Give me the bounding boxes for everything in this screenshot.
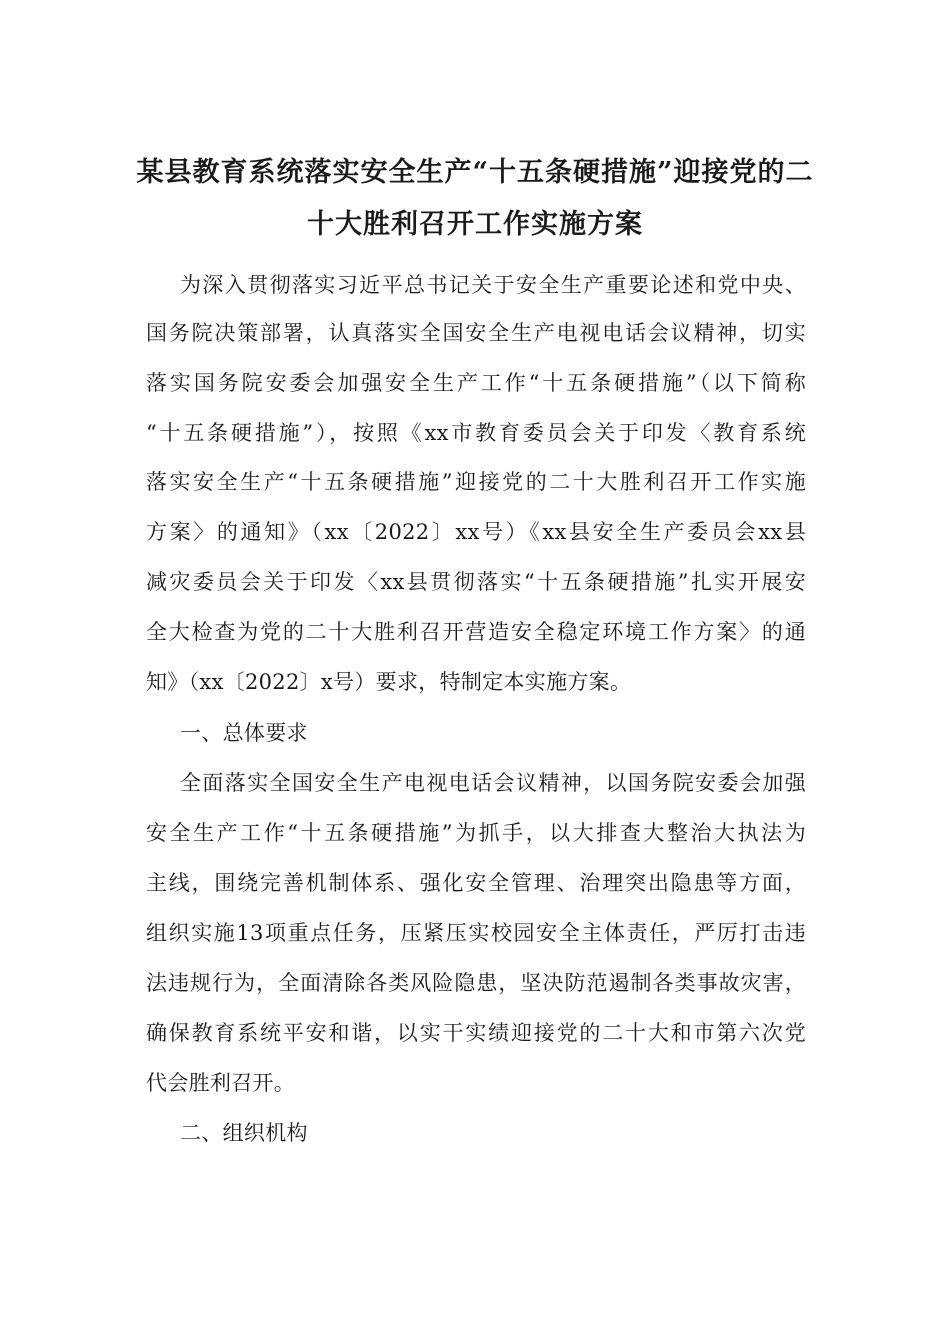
intro-paragraph-line: 减灾委员会关于印发〈xx县贯彻落实“十五条硬措施”扎实开展安 [146, 570, 806, 594]
intro-paragraph-line: 落实国务院安委会加强安全生产工作“十五条硬措施”（以下简称 [146, 371, 806, 395]
section1-paragraph-line: 确保教育系统平安和谐，以实干实绩迎接党的二十大和市第六次党 [146, 1021, 806, 1045]
document-title-line-1: 某县教育系统落实安全生产“十五条硬措施”迎接党的二 [136, 157, 814, 188]
section1-paragraph-line: 主线，围绕完善机制体系、强化安全管理、治理突出隐患等方面， [146, 871, 806, 895]
intro-paragraph-line: “十五条硬措施”），按照《xx市教育委员会关于印发〈教育系统 [146, 421, 806, 445]
intro-paragraph-line: 国务院决策部署，认真落实全国安全生产电视电话会议精神，切实 [146, 321, 806, 345]
intro-paragraph-line: 为深入贯彻落实习近平总书记关于安全生产重要论述和党中央、 [180, 273, 806, 297]
intro-paragraph-line: 落实安全生产“十五条硬措施”迎接党的二十大胜利召开工作实施 [146, 470, 806, 494]
section-heading-organization: 二、组织机构 [180, 1121, 308, 1145]
section1-paragraph-line: 代会胜利召开。 [146, 1071, 296, 1095]
section-heading-overall-requirements: 一、总体要求 [180, 721, 308, 745]
document-title-line-2: 十大胜利召开工作实施方案 [307, 209, 643, 240]
section1-paragraph-line: 法违规行为，全面清除各类风险隐患，坚决防范遏制各类事故灾害， [146, 971, 806, 995]
intro-paragraph-line: 全大检查为党的二十大胜利召开营造安全稳定环境工作方案〉的通 [146, 620, 806, 644]
section1-paragraph-line: 全面落实全国安全生产电视电话会议精神，以国务院安委会加强 [180, 771, 806, 795]
section1-paragraph-line: 组织实施13项重点任务，压紧压实校园安全主体责任，严厉打击违 [146, 921, 806, 945]
intro-paragraph-line: 方案〉的通知》（xx〔2022〕xx号）《xx县安全生产委员会xx县 [146, 520, 806, 544]
intro-paragraph-line: 知》（xx〔2022〕x号）要求，特制定本实施方案。 [146, 670, 632, 694]
section1-paragraph-line: 安全生产工作“十五条硬措施”为抓手，以大排查大整治大执法为 [146, 821, 806, 845]
